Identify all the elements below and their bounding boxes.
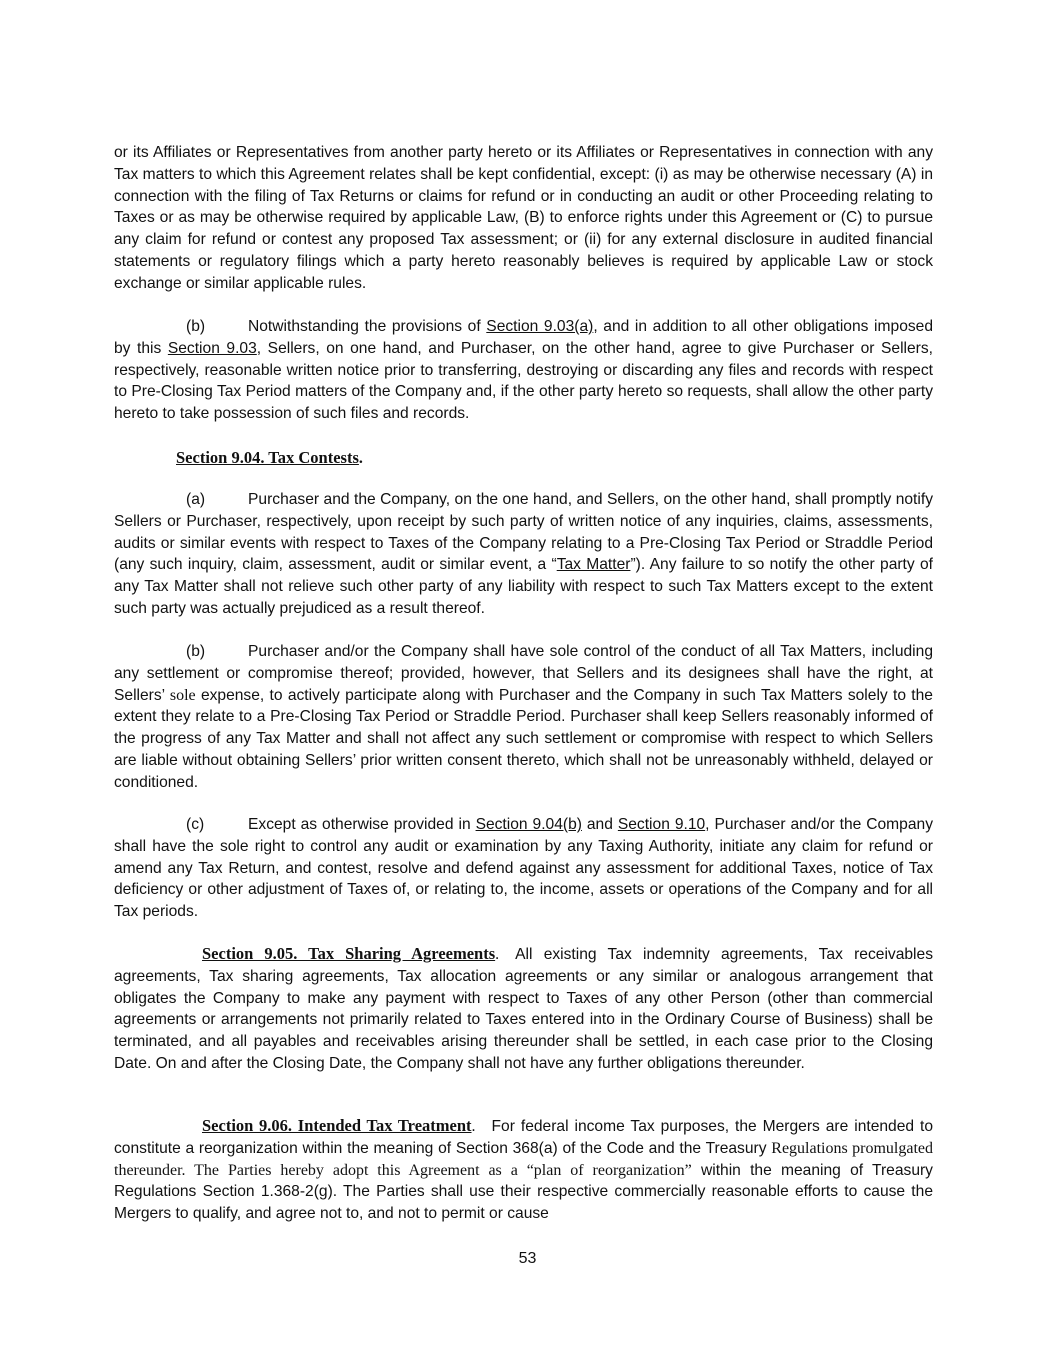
paragraph-9-03-b: (b) Notwithstanding the provisions of Section 9.03(a), and in addition to all other obligations imposed by this Section 9.03, Sellers, on one hand, and Purchaser, on the other hand, agree to give Purchaser or Sellers, respectively, reasonable written notice prior to transferring, destroying or discarding any files and records with respect to Pre-Closing Tax Period matters of the Company and, if the other party hereto so requests, shall allow the other party hereto to take possession of such files and records. bbox=[114, 318, 934, 423]
section-reference: Section 9.03 bbox=[167, 339, 257, 357]
section-heading-9-06: Section 9.06. Intended Tax Treatment bbox=[202, 1116, 472, 1135]
clause-label: (c) bbox=[186, 816, 205, 833]
paragraph-9-04-a: (a) Purchaser and the Company, on the one hand, and Sellers, on the other hand, shall promptly notify Sellers or Purchaser, respectively, upon receipt by such party of written notice of any inquiries, claims, assessments, audits or similar events with respect to Taxes of the Company relating to a Pre-Closing Tax Period or Straddle Period (any such inquiry, claim, assessment, audit or similar event, a “Tax Matter”). Any failure to so notify the other party of any Tax Matter shall not relieve such other party of any liability with respect to such Tax Matters except to the extent such party was actually prejudiced as a result thereof. bbox=[114, 491, 933, 617]
section-reference: Section 9.10 bbox=[617, 816, 706, 833]
paragraph-9-04-b: (b) Purchaser and/or the Company shall have sole control of the conduct of all Tax Matters, including any settlement or compromise thereof; provided, however, that Sellers and its designees shall have the right, at Sellers’ sole expense, to actively participate along with Purchaser and the Company in such Tax Matters solely to the extent they relate to a Pre-Closing Tax Period or Straddle Period. Purchaser shall keep Sellers reasonably informed of the progress of any Tax Matter and shall not affect any such settlement or compromise with respect to which Sellers are liable without obtaining Sellers’ prior written consent thereto, which shall not be unreasonably withheld, delayed or conditioned. bbox=[114, 643, 933, 791]
section-reference: Section 9.03(a) bbox=[486, 318, 594, 335]
paragraph-9-05: Section 9.05. Tax Sharing Agreements. All existing Tax indemnity agreements, Tax receivables agreements, Tax sharing agreements, Tax allocation agreements or any similar or analogous arrangement that obligates the Company to make any payment with respect to Taxes of any other Person (other than commercial agreements or arrangements not primarily related to Taxes entered into in the Ordinary Course of Business) shall be terminated, and all payables and receivables arising thereunder shall be settled, in each case prior to the Closing Date. On and after the Closing Date, the Company shall not have any further obligations thereunder. bbox=[114, 944, 933, 1072]
defined-term: Tax Matter bbox=[556, 556, 631, 574]
paragraph-9-06: Section 9.06. Intended Tax Treatment. For federal income Tax purposes, the Mergers are intended to constitute a reorganization within the meaning of Section 368(a) of the Code and the Treasury Regulations promulgated thereunder. The Parties hereby adopt this Agreement as a “plan of reorganization” within the meaning of Treasury Regulations Section 1.368-2(g). The Parties shall use their respective commercially reasonable efforts to cause the Mergers to qualify, and agree not to, and not to permit or cause bbox=[114, 1116, 933, 1223]
paragraph-9-04-c: (c) Except as otherwise provided in Section 9.04(b) and Section 9.10, Purchaser and/or the Company shall have the sole right to control any audit or examination by any Taxing Authority, initiate any claim for refund or amend any Tax Return, and contest, resolve and defend against any assessment for additional Taxes, notice of Tax deficiency or other adjustment of Taxes of, or relating to, the income, assets or operations of the Company and for all Tax periods. bbox=[114, 816, 933, 921]
section-heading-9-05: Section 9.05. Tax Sharing Agreements bbox=[202, 944, 496, 963]
clause-label: (a) bbox=[186, 491, 206, 508]
section-reference: Section 9.04(b) bbox=[475, 816, 582, 833]
section-heading-9-04: Section 9.04. Tax Contests. bbox=[176, 448, 363, 467]
clause-label: (b) bbox=[186, 318, 206, 335]
clause-label: (b) bbox=[186, 643, 206, 660]
page-number: 53 bbox=[518, 1250, 537, 1267]
paragraph-confidentiality-continued: or its Affiliates or Representatives from another party hereto or its Affiliates or Representatives in connection with any Tax matters to which this Agreement relates shall be kept confidential, except: (i) as may be otherwise necessary (A) in connection with the filing of Tax Returns or claims for refund or in conducting an audit or other Proceeding relating to Taxes or as may be otherwise required by applicable Law, (B) to enforce rights under this Agreement or (C) to pursue any claim for refund or contest any proposed Tax assessment; or (ii) for any external disclosure in audited financial statements or regulatory filings which a party hereto reasonably believes is required by applicable Law or stock exchange or similar applicable rules. bbox=[114, 144, 933, 292]
